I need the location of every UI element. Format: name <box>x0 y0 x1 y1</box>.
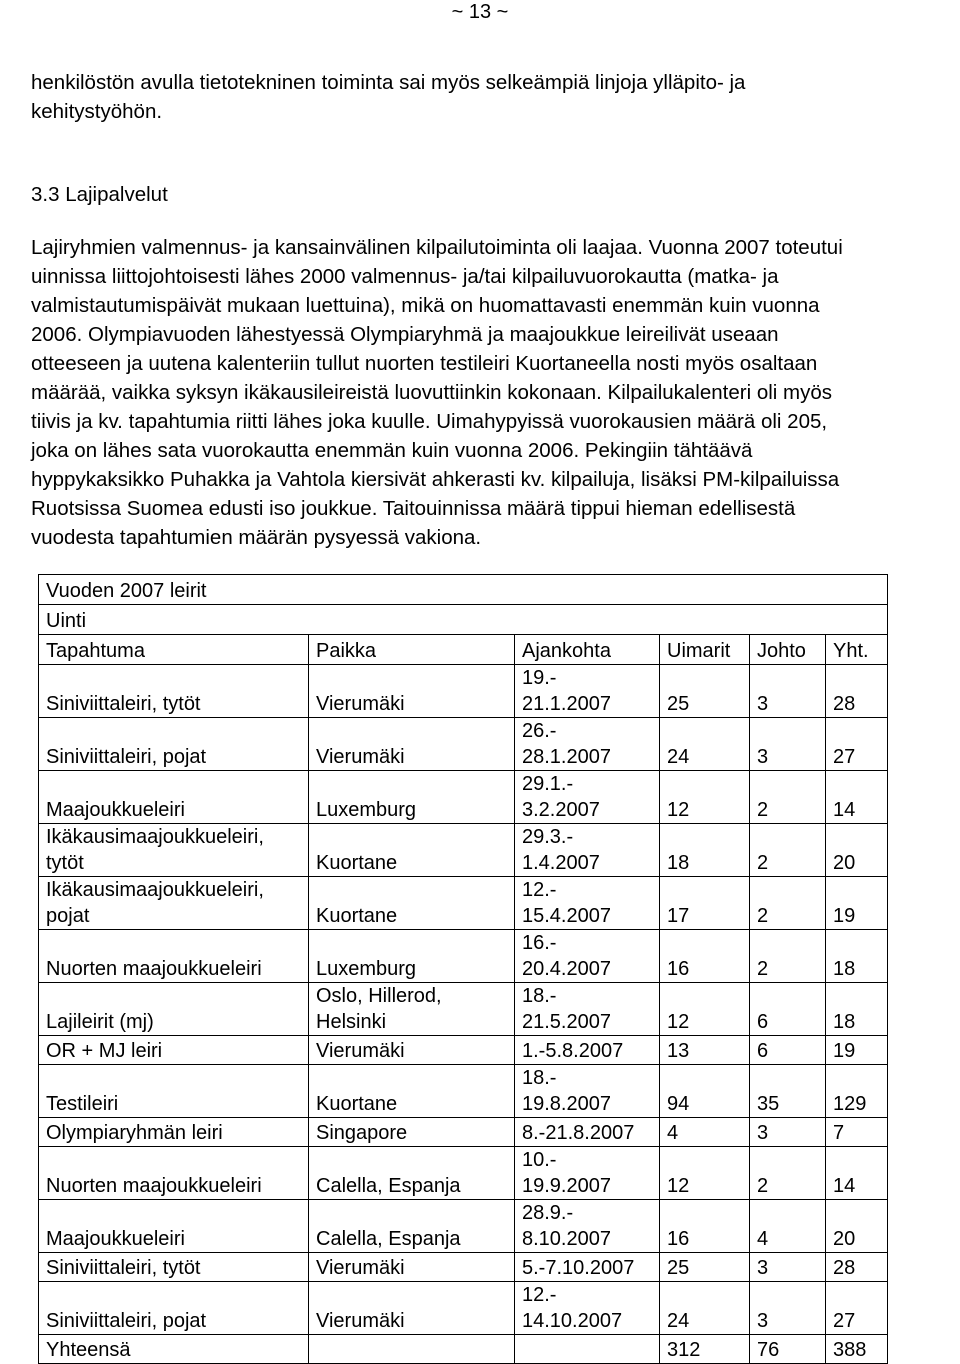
cell-event-line: Maajoukkueleiri <box>46 1228 185 1250</box>
cell-date-line: 21.5.2007 <box>522 1011 611 1033</box>
section-heading: 3.3 Lajipalvelut <box>31 183 168 206</box>
cell-total <box>826 718 888 771</box>
cell-place-line: Vierumäki <box>316 1257 405 1279</box>
cell-total-line: 14 <box>833 1175 856 1197</box>
cell-place-line: Kuortane <box>316 852 398 874</box>
cell-event <box>39 877 309 930</box>
cell-event <box>39 1118 309 1147</box>
cell-date <box>515 1253 660 1282</box>
table-header-row <box>39 635 888 665</box>
cell-staff <box>750 983 826 1036</box>
header-date: Ajankohta <box>515 635 660 665</box>
cell-date-line: 8.-21.8.2007 <box>522 1122 635 1144</box>
cell-total-line: 19 <box>833 905 856 927</box>
cell-place-line <box>316 1282 514 1308</box>
table-row <box>39 1147 888 1200</box>
cell-swimmers-line: 24 <box>667 746 690 768</box>
cell-event-line: Olympiaryhmän leiri <box>46 1122 223 1144</box>
cell-event-line: Ikäkausimaajoukkueleiri, <box>46 826 264 848</box>
table-row <box>39 824 888 877</box>
cell-event-line <box>46 771 308 797</box>
cell-place <box>309 1200 515 1253</box>
cell-swimmers <box>660 824 750 877</box>
cell-event <box>39 1200 309 1253</box>
cell-date <box>515 930 660 983</box>
table-title: Vuoden 2007 leirit <box>39 575 888 605</box>
cell-date-line: 21.1.2007 <box>522 693 611 715</box>
cell-staff <box>750 1118 826 1147</box>
cell-date-line: 15.4.2007 <box>522 905 611 927</box>
total-swimmers <box>660 1335 750 1364</box>
paragraph-line: vuodesta tapahtumien määrän pysyessä vakiona. <box>31 526 482 549</box>
table-title-row <box>39 575 888 605</box>
cell-swimmers <box>660 771 750 824</box>
cell-event-line: Nuorten maajoukkueleiri <box>46 958 262 980</box>
table-row <box>39 930 888 983</box>
cell-swimmers-line: 4 <box>667 1122 679 1144</box>
cell-swimmers-line: 17 <box>667 905 690 927</box>
cell-event-line <box>46 930 308 956</box>
cell-swimmers <box>660 718 750 771</box>
cell-event-line: Siniviittaleiri, pojat <box>46 1310 207 1332</box>
paragraph-line: Lajiryhmien valmennus- ja kansainvälinen kilpailutoiminta oli laajaa. Vuonna 2007 toteutui <box>31 236 843 259</box>
cell-date-line: 10.- <box>522 1149 557 1171</box>
cell-staff-line: 3 <box>757 1257 769 1279</box>
cell-date-line: 12.- <box>522 879 557 901</box>
total-staff <box>750 1335 826 1364</box>
cell-swimmers <box>660 665 750 718</box>
cell-date-line: 5.-7.10.2007 <box>522 1257 635 1279</box>
cell-staff-line: 2 <box>757 905 769 927</box>
cell-swimmers <box>660 1253 750 1282</box>
cell-swimmers <box>660 983 750 1036</box>
cell-staff-line: 2 <box>757 958 769 980</box>
table-row <box>39 1282 888 1335</box>
cell-place-line: Oslo, Hillerod, <box>316 985 442 1007</box>
camps-table <box>38 574 888 1364</box>
cell-place-line: Kuortane <box>316 1093 398 1115</box>
cell-event <box>39 930 309 983</box>
paragraph-line: hyppykaksikko Puhakka ja Vahtola kiersivät ahkerasti kv. kilpailuja, lisäksi PM-kilpailuissa <box>31 468 840 491</box>
cell-total-line: 14 <box>833 799 856 821</box>
cell-swimmers-line: 16 <box>667 958 690 980</box>
cell-swimmers-line: 18 <box>667 852 690 874</box>
cell-staff <box>750 824 826 877</box>
cell-event-line <box>46 1147 308 1173</box>
total-label-line: Yhteensä <box>46 1339 131 1361</box>
cell-staff <box>750 877 826 930</box>
table-row <box>39 983 888 1036</box>
cell-place <box>309 1065 515 1118</box>
intro-paragraph <box>31 68 951 126</box>
cell-staff-line: 6 <box>757 1040 769 1062</box>
cell-staff-line: 2 <box>757 852 769 874</box>
cell-swimmers-line: 25 <box>667 693 690 715</box>
cell-total <box>826 983 888 1036</box>
cell-event-line: pojat <box>46 905 90 927</box>
table-row <box>39 1118 888 1147</box>
cell-date <box>515 877 660 930</box>
cell-date-line: 20.4.2007 <box>522 958 611 980</box>
cell-total <box>826 1200 888 1253</box>
total-label <box>39 1335 309 1364</box>
cell-total <box>826 824 888 877</box>
cell-place-line: Kuortane <box>316 905 398 927</box>
cell-date-line: 8.10.2007 <box>522 1228 611 1250</box>
cell-swimmers <box>660 1065 750 1118</box>
cell-event <box>39 1147 309 1200</box>
total-place <box>309 1335 515 1364</box>
cell-staff-line: 3 <box>757 1310 769 1332</box>
cell-total <box>826 1282 888 1335</box>
cell-event-line <box>46 983 308 1009</box>
table-row <box>39 1253 888 1282</box>
total-staff-line: 76 <box>757 1339 780 1361</box>
cell-total-line: 28 <box>833 693 856 715</box>
cell-event-line <box>46 1065 308 1091</box>
cell-event-line: tytöt <box>46 852 84 874</box>
cell-place-line: Helsinki <box>316 1011 387 1033</box>
cell-total-line: 18 <box>833 958 856 980</box>
table-row <box>39 877 888 930</box>
table-row <box>39 771 888 824</box>
cell-total-line: 28 <box>833 1257 856 1279</box>
cell-date <box>515 1147 660 1200</box>
cell-date-line: 18.- <box>522 985 557 1007</box>
cell-place-line: Luxemburg <box>316 958 417 980</box>
cell-date-line: 26.- <box>522 720 557 742</box>
cell-event-line <box>46 718 308 744</box>
cell-total <box>826 1253 888 1282</box>
cell-place-line: Calella, Espanja <box>316 1228 461 1250</box>
paragraph-line: joka on lähes sata vuorokautta enemmän kuin vuonna 2006. Pekingiin tähtäävä <box>31 439 753 462</box>
cell-event <box>39 983 309 1036</box>
cell-total-line: 27 <box>833 1310 856 1332</box>
paragraph-line: valmistautumispäivät mukaan luettuina), mikä on huomattavasti enemmän kuin vuonna <box>31 294 820 317</box>
cell-staff-line: 2 <box>757 799 769 821</box>
cell-total-line: 18 <box>833 1011 856 1033</box>
cell-place-line <box>316 1065 514 1091</box>
cell-total-line: 129 <box>833 1093 867 1115</box>
cell-staff-line: 35 <box>757 1093 780 1115</box>
table-row <box>39 665 888 718</box>
cell-total <box>826 1065 888 1118</box>
cell-place-line: Calella, Espanja <box>316 1175 461 1197</box>
cell-swimmers-line: 13 <box>667 1040 690 1062</box>
cell-place-line <box>316 930 514 956</box>
cell-swimmers-line: 12 <box>667 799 690 821</box>
cell-date <box>515 665 660 718</box>
cell-date-line: 19.- <box>522 667 557 689</box>
cell-swimmers <box>660 930 750 983</box>
cell-swimmers <box>660 1200 750 1253</box>
cell-date <box>515 824 660 877</box>
paragraph-line: Ruotsissa Suomea edusti iso joukkue. Taitouinnissa määrä tippui hieman edellisestä <box>31 497 796 520</box>
cell-event <box>39 1036 309 1065</box>
cell-place <box>309 1147 515 1200</box>
cell-date <box>515 1036 660 1065</box>
paragraph-line: henkilöstön avulla tietotekninen toiminta sai myös selkeämpiä linjoja ylläpito- ja <box>31 71 746 94</box>
cell-swimmers <box>660 1036 750 1065</box>
table-row <box>39 718 888 771</box>
cell-place-line <box>316 718 514 744</box>
table-row <box>39 1200 888 1253</box>
cell-place-line: Vierumäki <box>316 746 405 768</box>
cell-date <box>515 1065 660 1118</box>
cell-event-line: Siniviittaleiri, pojat <box>46 746 207 768</box>
cell-event-line: Nuorten maajoukkueleiri <box>46 1175 262 1197</box>
body-paragraph <box>31 233 951 552</box>
cell-place <box>309 665 515 718</box>
cell-swimmers-line: 25 <box>667 1257 690 1279</box>
header-place: Paikka <box>309 635 515 665</box>
cell-staff-line: 3 <box>757 1122 769 1144</box>
cell-date-line: 1.4.2007 <box>522 852 600 874</box>
cell-total-line: 20 <box>833 1228 856 1250</box>
cell-place-line: Singapore <box>316 1122 408 1144</box>
cell-event <box>39 824 309 877</box>
cell-total <box>826 877 888 930</box>
cell-staff-line: 6 <box>757 1011 769 1033</box>
cell-swimmers <box>660 1282 750 1335</box>
total-total <box>826 1335 888 1364</box>
cell-total <box>826 771 888 824</box>
table-row <box>39 1036 888 1065</box>
total-swimmers-line: 312 <box>667 1339 701 1361</box>
cell-place <box>309 1253 515 1282</box>
cell-total-line: 7 <box>833 1122 845 1144</box>
cell-place <box>309 1036 515 1065</box>
cell-date <box>515 983 660 1036</box>
cell-place-line <box>316 1200 514 1226</box>
cell-total <box>826 665 888 718</box>
cell-place <box>309 1282 515 1335</box>
cell-swimmers <box>660 1147 750 1200</box>
total-date <box>515 1335 660 1364</box>
cell-event <box>39 1253 309 1282</box>
cell-date-line: 19.9.2007 <box>522 1175 611 1197</box>
cell-place-line: Vierumäki <box>316 1040 405 1062</box>
cell-swimmers <box>660 1118 750 1147</box>
cell-event-line: Lajileirit (mj) <box>46 1011 154 1033</box>
cell-event-line: Ikäkausimaajoukkueleiri, <box>46 879 264 901</box>
cell-event-line: Testileiri <box>46 1093 119 1115</box>
cell-place-line <box>316 1147 514 1173</box>
cell-staff <box>750 771 826 824</box>
cell-staff <box>750 665 826 718</box>
cell-date-line: 3.2.2007 <box>522 799 600 821</box>
cell-total <box>826 930 888 983</box>
table-subtitle-row <box>39 605 888 635</box>
cell-swimmers-line: 12 <box>667 1175 690 1197</box>
cell-date-line: 19.8.2007 <box>522 1093 611 1115</box>
cell-date <box>515 771 660 824</box>
cell-date <box>515 1200 660 1253</box>
cell-total <box>826 1147 888 1200</box>
cell-date-line: 14.10.2007 <box>522 1310 623 1332</box>
cell-event-line <box>46 1200 308 1226</box>
paragraph-line: 2006. Olympiavuoden lähestyessä Olympiaryhmä ja maajoukkue leireilivät useaan <box>31 323 779 346</box>
cell-date <box>515 1118 660 1147</box>
cell-place <box>309 824 515 877</box>
total-total-line: 388 <box>833 1339 867 1361</box>
cell-swimmers <box>660 877 750 930</box>
cell-place-line: Vierumäki <box>316 693 405 715</box>
paragraph-line: uinnissa liittojohtoisesti lähes 2000 valmennus- ja/tai kilpailuvuorokautta (matka- ja <box>31 265 779 288</box>
cell-staff <box>750 1065 826 1118</box>
cell-staff <box>750 930 826 983</box>
cell-place <box>309 877 515 930</box>
header-swimmers: Uimarit <box>660 635 750 665</box>
cell-staff <box>750 1253 826 1282</box>
cell-staff <box>750 718 826 771</box>
cell-place <box>309 771 515 824</box>
cell-date <box>515 1282 660 1335</box>
cell-event <box>39 1065 309 1118</box>
cell-date-line: 18.- <box>522 1067 557 1089</box>
header-event: Tapahtuma <box>39 635 309 665</box>
cell-place <box>309 1118 515 1147</box>
cell-event-line <box>46 1282 308 1308</box>
cell-swimmers-line: 24 <box>667 1310 690 1332</box>
cell-place-line: Luxemburg <box>316 799 417 821</box>
cell-date-line: 29.1.- <box>522 773 574 795</box>
cell-date-line: 1.-5.8.2007 <box>522 1040 624 1062</box>
camps-table-body <box>39 575 888 1364</box>
paragraph-line: kehitystyöhön. <box>31 100 163 123</box>
cell-place <box>309 983 515 1036</box>
cell-swimmers-line: 94 <box>667 1093 690 1115</box>
cell-event-line: Siniviittaleiri, tytöt <box>46 693 201 715</box>
cell-event-line: Maajoukkueleiri <box>46 799 185 821</box>
cell-staff-line: 3 <box>757 746 769 768</box>
cell-staff <box>750 1200 826 1253</box>
cell-date-line: 29.3.- <box>522 826 574 848</box>
cell-place-line <box>316 824 514 850</box>
cell-date-line: 28.9.- <box>522 1202 574 1224</box>
cell-staff-line: 4 <box>757 1228 769 1250</box>
cell-total-line: 19 <box>833 1040 856 1062</box>
cell-swimmers-line: 16 <box>667 1228 690 1250</box>
cell-place <box>309 930 515 983</box>
cell-total <box>826 1036 888 1065</box>
cell-staff <box>750 1036 826 1065</box>
cell-event-line: OR + MJ leiri <box>46 1040 163 1062</box>
cell-place-line <box>316 665 514 691</box>
cell-staff <box>750 1282 826 1335</box>
cell-place-line: Vierumäki <box>316 1310 405 1332</box>
paragraph-line: määrää, vaikka syksyn ikäkausileireistä luovuttiinkin kokonaan. Kilpailukalenteri oli myös <box>31 381 833 404</box>
cell-event-line <box>46 665 308 691</box>
cell-date-line: 28.1.2007 <box>522 746 611 768</box>
cell-total <box>826 1118 888 1147</box>
paragraph-line: otteeseen ja uutena kalenteriin tullut nuorten testileiri Kuortaneella nosti myös osaltaan <box>31 352 818 375</box>
cell-place-line <box>316 771 514 797</box>
cell-date-line: 12.- <box>522 1284 557 1306</box>
cell-swimmers-line: 12 <box>667 1011 690 1033</box>
table-row <box>39 1065 888 1118</box>
cell-event <box>39 718 309 771</box>
cell-date <box>515 718 660 771</box>
cell-event <box>39 665 309 718</box>
cell-event <box>39 771 309 824</box>
cell-total-line: 27 <box>833 746 856 768</box>
cell-date-line: 16.- <box>522 932 557 954</box>
table-total-row <box>39 1335 888 1364</box>
cell-staff <box>750 1147 826 1200</box>
cell-place <box>309 718 515 771</box>
cell-staff-line: 3 <box>757 693 769 715</box>
header-staff: Johto <box>750 635 826 665</box>
page-number: ~ 13 ~ <box>451 1 509 23</box>
cell-place-line <box>316 877 514 903</box>
cell-staff-line: 2 <box>757 1175 769 1197</box>
table-subtitle: Uinti <box>39 605 888 635</box>
cell-total-line: 20 <box>833 852 856 874</box>
header-total: Yht. <box>826 635 888 665</box>
paragraph-line: tiivis ja kv. tapahtumia riitti lähes joka kuulle. Uimahypyissä vuorokausien määrä oli 205, <box>31 410 828 433</box>
cell-event <box>39 1282 309 1335</box>
cell-event-line: Siniviittaleiri, tytöt <box>46 1257 201 1279</box>
